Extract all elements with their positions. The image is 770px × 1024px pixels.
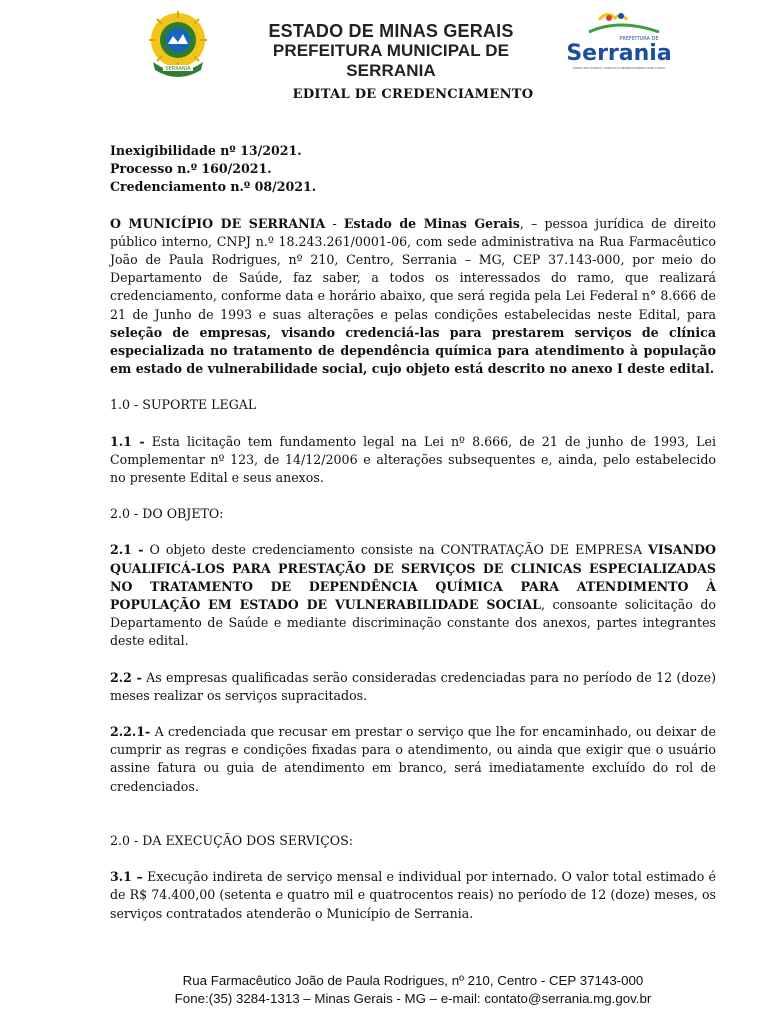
clause-1-1	[110, 433, 716, 488]
clause-number: 2.2 -	[110, 669, 142, 685]
ref-inexigibilidade: Inexigibilidade nº 13/2021.	[110, 143, 302, 158]
municipal-seal-icon	[143, 10, 213, 80]
document-title: EDITAL DE CREDENCIAMENTO	[292, 87, 534, 102]
intro-sep: -	[325, 215, 344, 231]
seal-text: SERRANIA	[165, 66, 191, 72]
clause-3-1	[110, 868, 716, 923]
section-heading-execucao: 2.0 - DA EXECUÇÃO DOS SERVIÇOS:	[110, 832, 353, 848]
ref-credenciamento: Credenciamento n.º 08/2021.	[110, 179, 317, 195]
clause-2-1	[110, 541, 716, 650]
document-body	[110, 142, 716, 923]
clause-object-bold: VISANDO QUALIFICÁ-LOS PARA PRESTAÇÃO DE SERVIÇOS DE CLINICAS ESPECIALIZADAS NO TRATAMENTO DE DEPENDÊNCIA QUÍMICA PARA ATENDIMENTO À POPULAÇÃO EM ESTADO DE VULNERABILIDADE SOCIAL	[110, 542, 716, 613]
logo-tagline: JUNTOS POR TURISMO, TRABALHO E DESENVOLVIMENTO PARA O POVO	[572, 67, 666, 70]
intro-estado: Estado de Minas Gerais	[343, 215, 520, 231]
clause-number: 3.1 –	[110, 869, 143, 885]
clause-text: Execução indireta de serviço mensal e individual por internado. O valor total estimado é de R$ 74.400,00 (setenta e quatro mil e quatrocentos reais) no período de 12 (doze) meses, os serviços contratados atenderão o Município de Serrania.	[110, 869, 716, 921]
clause-number: 2.1 -	[110, 542, 144, 558]
page-footer	[0, 972, 770, 1008]
logo-small-text: PREFEITURA DE	[619, 36, 659, 42]
intro-text: , – pessoa jurídica de direito público interno, CNPJ n.º 18.243.261/0001-06, com sede administrativa na Rua Farmacêutico João de Paula Rodrigues, nº 210, Centro, Serrania – MG, CEP 37.143-000, por meio do Departamento de Saúde, faz saber, a todos os interessados do ramo, que realizará credenciamento, conforme data e horário abaixo, que será regida pela Lei Federal n° 8.666 de 21 de Junho de 1993 e suas alterações e pelas condições estabelecidas neste Edital, para	[110, 215, 716, 322]
clause-2-2	[110, 669, 716, 705]
logo-main-text: Serrania	[566, 41, 672, 66]
clause-text: As empresas qualificadas serão consideradas credenciadas para no período de 12 (doze) meses realizar os serviços supracitados.	[110, 669, 716, 703]
intro-municipio: O MUNICÍPIO DE SERRANIA	[110, 215, 326, 231]
ref-processo: Processo n.º 160/2021.	[110, 161, 272, 177]
page-header	[0, 0, 770, 85]
clause-2-2-1	[110, 723, 716, 796]
clause-number: 1.1 -	[110, 433, 145, 449]
serrania-logo-icon	[559, 10, 677, 76]
clause-text: O objeto deste credenciamento consiste na CONTRATAÇÃO DE EMPRESA	[143, 542, 649, 558]
footer-contact: Fone:(35) 3284-1313 – Minas Gerais - MG – e-mail: contato@serrania.mg.gov.br	[174, 991, 652, 1006]
header-state: ESTADO DE MINAS GERAIS	[268, 21, 514, 41]
intro-paragraph	[110, 215, 716, 379]
section-heading-suporte-legal: 1.0 - SUPORTE LEGAL	[110, 397, 257, 413]
clause-text: A credenciada que recusar em prestar o serviço que lhe for encaminhado, ou deixar de cumprir as regras e condições fixadas para o atendimento, ou ainda que exigir que o usuário assine fatura ou guia de atendimento em branco, será imediatamente excluído do rol de credenciados.	[110, 724, 716, 794]
header-prefeitura: PREFEITURA MUNICIPAL DE SERRANIA	[272, 41, 510, 80]
footer-address: Rua Farmacêutico João de Paula Rodrigues, nº 210, Centro - CEP 37143-000	[182, 973, 644, 988]
section-heading-objeto: 2.0 - DO OBJETO:	[110, 506, 224, 522]
header-text	[226, 21, 556, 81]
clause-text: , consoante solicitação do Departamento de Saúde e mediante discriminação constante dos anexos, partes integrantes deste edital.	[110, 597, 716, 649]
clause-number: 2.2.1-	[110, 724, 151, 740]
clause-text: Esta licitação tem fundamento legal na Lei nº 8.666, de 21 de junho de 1993, Lei Complementar nº 123, de 14/12/2006 e alterações subsequentes e, ainda, pelo estabelecido no presente Edital e seus anexos.	[110, 433, 716, 486]
intro-objeto: seleção de empresas, visando credenciá-las para prestarem serviços de clínica especializada no tratamento de dependência química para atendimento à população em estado de vulnerabilidade social, cujo objeto está descrito no anexo I deste edital.	[110, 324, 716, 377]
